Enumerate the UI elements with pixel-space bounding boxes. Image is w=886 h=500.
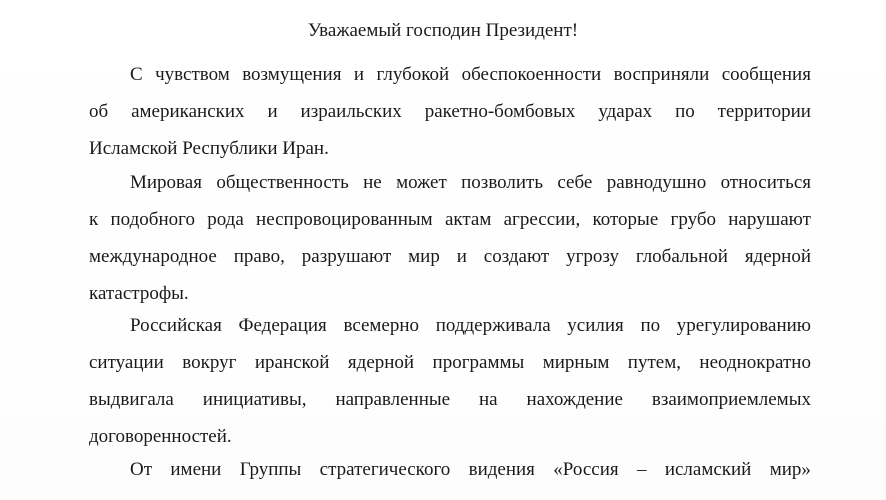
word: мир» [769,459,811,480]
word: имени [170,459,222,480]
paragraph-world-community [89,168,811,316]
word: усилия [567,315,624,336]
word: израильских [300,101,402,122]
word: мирным [542,352,610,373]
text-line [89,385,811,422]
word: относиться [720,172,811,193]
word: От [130,459,153,480]
word: иранской [254,352,330,373]
word: Российская [130,315,222,336]
word: к [89,209,99,230]
word: агрессии, [503,209,581,230]
text-line [89,168,811,205]
word: по [640,315,661,336]
text-line: договоренностей. [89,426,232,447]
word: американских [131,101,245,122]
word: возмущения [242,64,342,85]
word: поддерживала [435,315,551,336]
word: глубокой [376,64,450,85]
text-line [89,205,811,242]
word: создают [483,246,550,267]
word: чувством [155,64,230,85]
word: разрушают [301,246,392,267]
word: равнодушно [606,172,707,193]
word: вокруг [182,352,237,373]
word: грубо [670,209,716,230]
text-line [89,348,811,385]
word: территории [717,101,811,122]
word: видения [468,459,535,480]
word: ядерной [347,352,415,373]
word: право, [233,246,285,267]
word: «Россия [553,459,619,480]
word: направленные [335,389,451,410]
word: актам [444,209,492,230]
word: обеспокоенности [461,64,602,85]
word: ядерной [744,246,811,267]
word: международное [89,246,217,267]
word: об [89,101,109,122]
word: мир [408,246,440,267]
word: нарушают [728,209,811,230]
word: ракетно-бомбовых [424,101,576,122]
word: урегулированию [676,315,811,336]
word: на [479,389,498,410]
word: выдвигала [89,389,174,410]
word: стратегического [319,459,451,480]
word: – [636,459,647,480]
word: Мировая [130,172,202,193]
word: неоднократно [699,352,811,373]
word: рода [207,209,244,230]
word: всемерно [343,315,420,336]
word: программы [432,352,525,373]
word: нахождение [526,389,623,410]
word: исламский [664,459,752,480]
word: сообщения [721,64,811,85]
text-line: катастрофы. [89,283,189,304]
paragraph-strategic-vision-group [89,455,811,492]
text-line [89,97,811,134]
word: ударах [598,101,653,122]
word: и [267,101,278,122]
word: глобальной [635,246,728,267]
word: и [456,246,467,267]
word: себе [557,172,593,193]
word: угрозу [566,246,619,267]
word: Группы [239,459,302,480]
word: С [130,64,143,85]
text-line [89,60,811,97]
text-line: Исламской Республики Иран. [89,138,329,159]
word: путем, [627,352,681,373]
word: взаимоприемлемых [651,389,811,410]
text-line [89,242,811,279]
word: подобного [110,209,195,230]
word: может [396,172,447,193]
word: и [353,64,365,85]
word: Федерация [238,315,327,336]
word: неспровоцированным [256,209,433,230]
text-line [89,311,811,348]
word: не [363,172,382,193]
salutation: Уважаемый господин Президент! [307,20,579,41]
text-line [89,455,811,492]
paragraph-condemnation [89,60,811,171]
word: ситуации [89,352,164,373]
word: общественность [216,172,349,193]
word: восприняли [613,64,710,85]
word: инициативы, [202,389,307,410]
paragraph-russian-federation [89,311,811,459]
word: которые [592,209,659,230]
word: по [675,101,695,122]
word: позволить [461,172,544,193]
